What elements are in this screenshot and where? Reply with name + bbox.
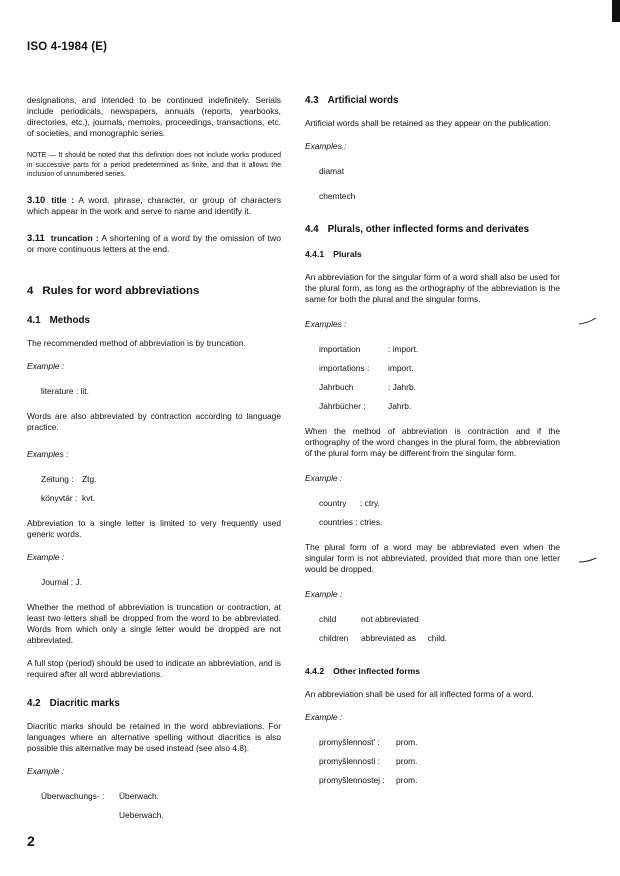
example-abbreviation: import. [388, 363, 414, 373]
section-4-2-heading: 4.2 Diacritic marks [27, 697, 120, 709]
example-abbreviation: : ctry. [360, 498, 380, 508]
example-abbreviation: prom. [396, 775, 418, 785]
example-list [319, 344, 560, 412]
example-item: chemtech [319, 191, 356, 201]
page-number: 2 [27, 833, 35, 849]
example-abbreviation: prom. [396, 737, 418, 747]
example-word: promyšlennostej : [319, 775, 385, 785]
example-abbreviation: prom. [396, 756, 418, 766]
paragraph: An abbreviation for the singular form of a word shall also be used for the plural form, as long as the orthography of the abbreviation is the same for both the plural and the singular forms. [305, 272, 560, 304]
example-abbreviation: Ueberwach. [119, 809, 164, 820]
example-word: importation [319, 344, 361, 354]
definition-text: A shortening of a word by the omission of two or more continuous letters at the end. [27, 232, 282, 255]
paragraph: When the method of abbreviation is contraction and if the orthography of the word changes in the plural form, the abbreviation of the plural form may be different from the singular form. [305, 426, 560, 458]
example-label: Example : [27, 765, 65, 776]
example-abbreviation: abbreviated as child. [361, 633, 448, 643]
margin-tick-icon [578, 316, 598, 326]
example-label: Example : [27, 360, 65, 371]
example-word: countries : [319, 517, 358, 527]
right-column [305, 95, 560, 800]
definition-text: A word, phrase, character, or group of characters which appear in the work and serve to name and identify it. [27, 194, 281, 217]
section-4-4-heading: 4.4 Plurals, other inflected forms and derivates [305, 224, 530, 235]
example-word: child [319, 614, 337, 624]
definition-3-10 [27, 194, 281, 218]
example-word: Jahrbücher : [319, 401, 366, 411]
example-abbreviation: Überwach. [119, 790, 160, 801]
example-word: children [319, 633, 349, 643]
examples-label: Examples : [305, 141, 347, 151]
example-word: promyšlennost' : [319, 737, 380, 747]
example-list [41, 791, 281, 821]
paragraph: The plural form of a word may be abbreviated even when the singular form is not abbreviated, provided that more than one letter would be dropped. [305, 542, 560, 574]
definition-number: 3.10 [27, 193, 46, 205]
example-abbreviation: Jahrb. [388, 401, 412, 411]
example-list [319, 498, 560, 528]
example-item: literature : lit. [41, 385, 89, 396]
paragraph: An abbreviation shall be used for all inflected forms of a word. [305, 689, 534, 699]
example-abbreviation: kvt. [82, 492, 96, 503]
section-4-4-2-heading: 4.4.2 Other inflected forms [305, 666, 421, 676]
example-word: country [319, 498, 347, 508]
examples-label: Examples : [27, 448, 69, 459]
example-word: Zeitung : [41, 473, 74, 484]
document-header: ISO 4-1984 (E) [27, 41, 108, 53]
section-4-3-heading: 4.3 Artificial words [305, 95, 399, 106]
examples-label: Examples : [305, 319, 347, 329]
example-list [41, 474, 281, 504]
section-4-heading: 4 Rules for word abbreviations [27, 284, 200, 297]
definition-number: 3.11 [27, 231, 45, 243]
example-label: Example : [305, 589, 343, 599]
paragraph: Words are also abbreviated by contraction according to language practice. [27, 410, 281, 432]
definition-note: NOTE — It should be noted that this definition does not include works produced in successive parts for a period predetermined as finite, and that it allows the inclusion of unnumbered series. [27, 152, 281, 179]
paragraph: The recommended method of abbreviation is by truncation. [27, 337, 246, 348]
section-4-1-heading: 4.1 Methods [27, 314, 90, 326]
example-label: Example : [27, 551, 65, 562]
definition-term: truncation : [50, 232, 99, 243]
page-edge-mark [612, 0, 620, 22]
example-abbreviation: : Jahrb. [388, 382, 416, 392]
example-word: importations : [319, 363, 370, 373]
example-item: diamat [319, 166, 345, 176]
example-abbreviation: : import. [388, 344, 419, 354]
left-column [27, 95, 281, 835]
example-list [319, 614, 560, 644]
example-item: Journal : J. [41, 576, 82, 587]
example-abbreviation: ctries. [360, 517, 383, 527]
example-word: promyšlennosti : [319, 756, 380, 766]
example-label: Example : [305, 473, 343, 483]
section-4-4-1-heading: 4.4.1 Plurals [305, 249, 362, 259]
paragraph: Whether the method of abbreviation is truncation or contraction, at least two letters shall be dropped from the word to be abbreviated. Words from which only a single letter would be dropped are not abbreviated. [27, 601, 281, 645]
example-word: Überwachungs- : [41, 790, 105, 801]
example-abbreviation: not abbreviated [361, 614, 419, 624]
example-word: könyvtár : [41, 492, 78, 503]
paragraph: A full stop (period) should be used to indicate an abbreviation, and is required after all word abbreviations. [27, 657, 281, 679]
example-abbreviation: Ztg. [82, 473, 97, 484]
serials-definition-continuation: designations, and intended to be continued indefinitely. Serials include periodicals, newspapers, annuals (reports, yearbooks, directories, etc.), journals, memoirs, proceedings, transactions, etc. of societies, and monographic series. [27, 95, 281, 138]
paragraph: Diacritic marks should be retained in the word abbreviations. For languages where an alternative spelling without diacritics is also possible this alternative may be used instead (see also 4.8). [27, 720, 281, 753]
example-list [319, 737, 560, 786]
example-word: Jahrbuch [319, 382, 354, 392]
example-label: Example : [305, 712, 343, 722]
paragraph: Abbreviation to a single letter is limited to very frequently used generic words. [27, 517, 281, 539]
definition-3-11 [27, 232, 281, 256]
margin-tick-icon [578, 556, 598, 566]
paragraph: Artificial words shall be retained as they appear on the publication. [305, 118, 551, 128]
definition-term: title : [51, 194, 75, 205]
